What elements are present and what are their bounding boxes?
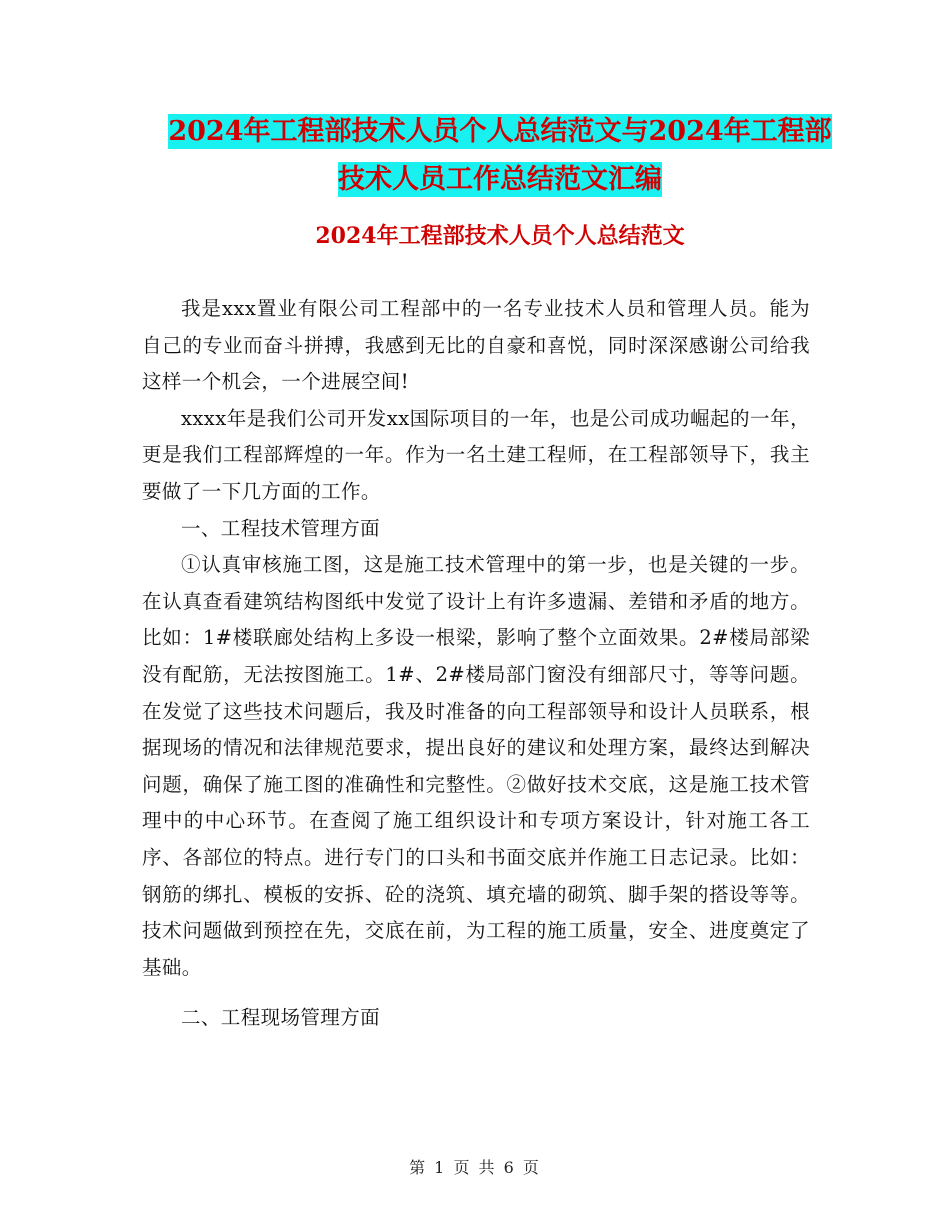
heading-site-management: 二、工程现场管理方面 [181,1006,381,1030]
heading-tech-management: 一、工程技术管理方面 [181,516,381,540]
paragraph-intro: 我是xxx置业有限公司工程部中的一名专业技术人员和管理人员。能为自己的专业而奋斗拼搏，我感到无比的自豪和喜悦，同时深深感谢公司给我这样一个机会，一个进展空间! [142,297,810,394]
paragraph-year-summary: xxxx年是我们公司开发xx国际项目的一年，也是公司成功崛起的一年，更是我们工程部辉煌的一年。作为一名土建工程师，在工程部领导下，我主要做了一下几方面的工作。 [142,406,810,503]
section-title: 2024年工程部技术人员个人总结范文 [315,223,685,249]
page-number: 第 1 页 共 6 页 [409,1158,541,1177]
paragraph-tech-management: ①认真审核施工图，这是施工技术管理中的第一步，也是关键的一步。在认真查看建筑结构图纸中发觉了设计上有许多遗漏、差错和矛盾的地方。比如：1#楼联廊处结构上多设一根梁，影响了整个立面效果。2#楼局部梁没有配筋，无法按图施工。1#、2#楼局部门窗没有细部尺寸，等等问题。在发觉了这些技术问题后，我及时准备的向工程部领导和设计人员联系，根据现场的情况和法律规范要求，提出良好的建议和处理方案，最终达到解决问题，确保了施工图的准确性和完整性。②做好技术交底，这是施工技术管理中的中心环节。在查阅了施工组织设计和专项方案设计，针对施工各工序、各部位的特点。进行专门的口头和书面交底并作施工日志记录。比如：钢筋的绑扎、模板的安拆、砼的浇筑、填充墙的砌筑、脚手架的搭设等等。技术问题做到预控在先，交底在前，为工程的施工质量，安全、进度奠定了基础。 [142,553,810,979]
main-title [140,108,860,204]
main-title-line2: 技术人员工作总结范文汇编 [338,164,662,195]
main-title-line1: 2024年工程部技术人员个人总结范文与2024年工程部 [168,116,832,147]
body-text [142,291,810,1037]
